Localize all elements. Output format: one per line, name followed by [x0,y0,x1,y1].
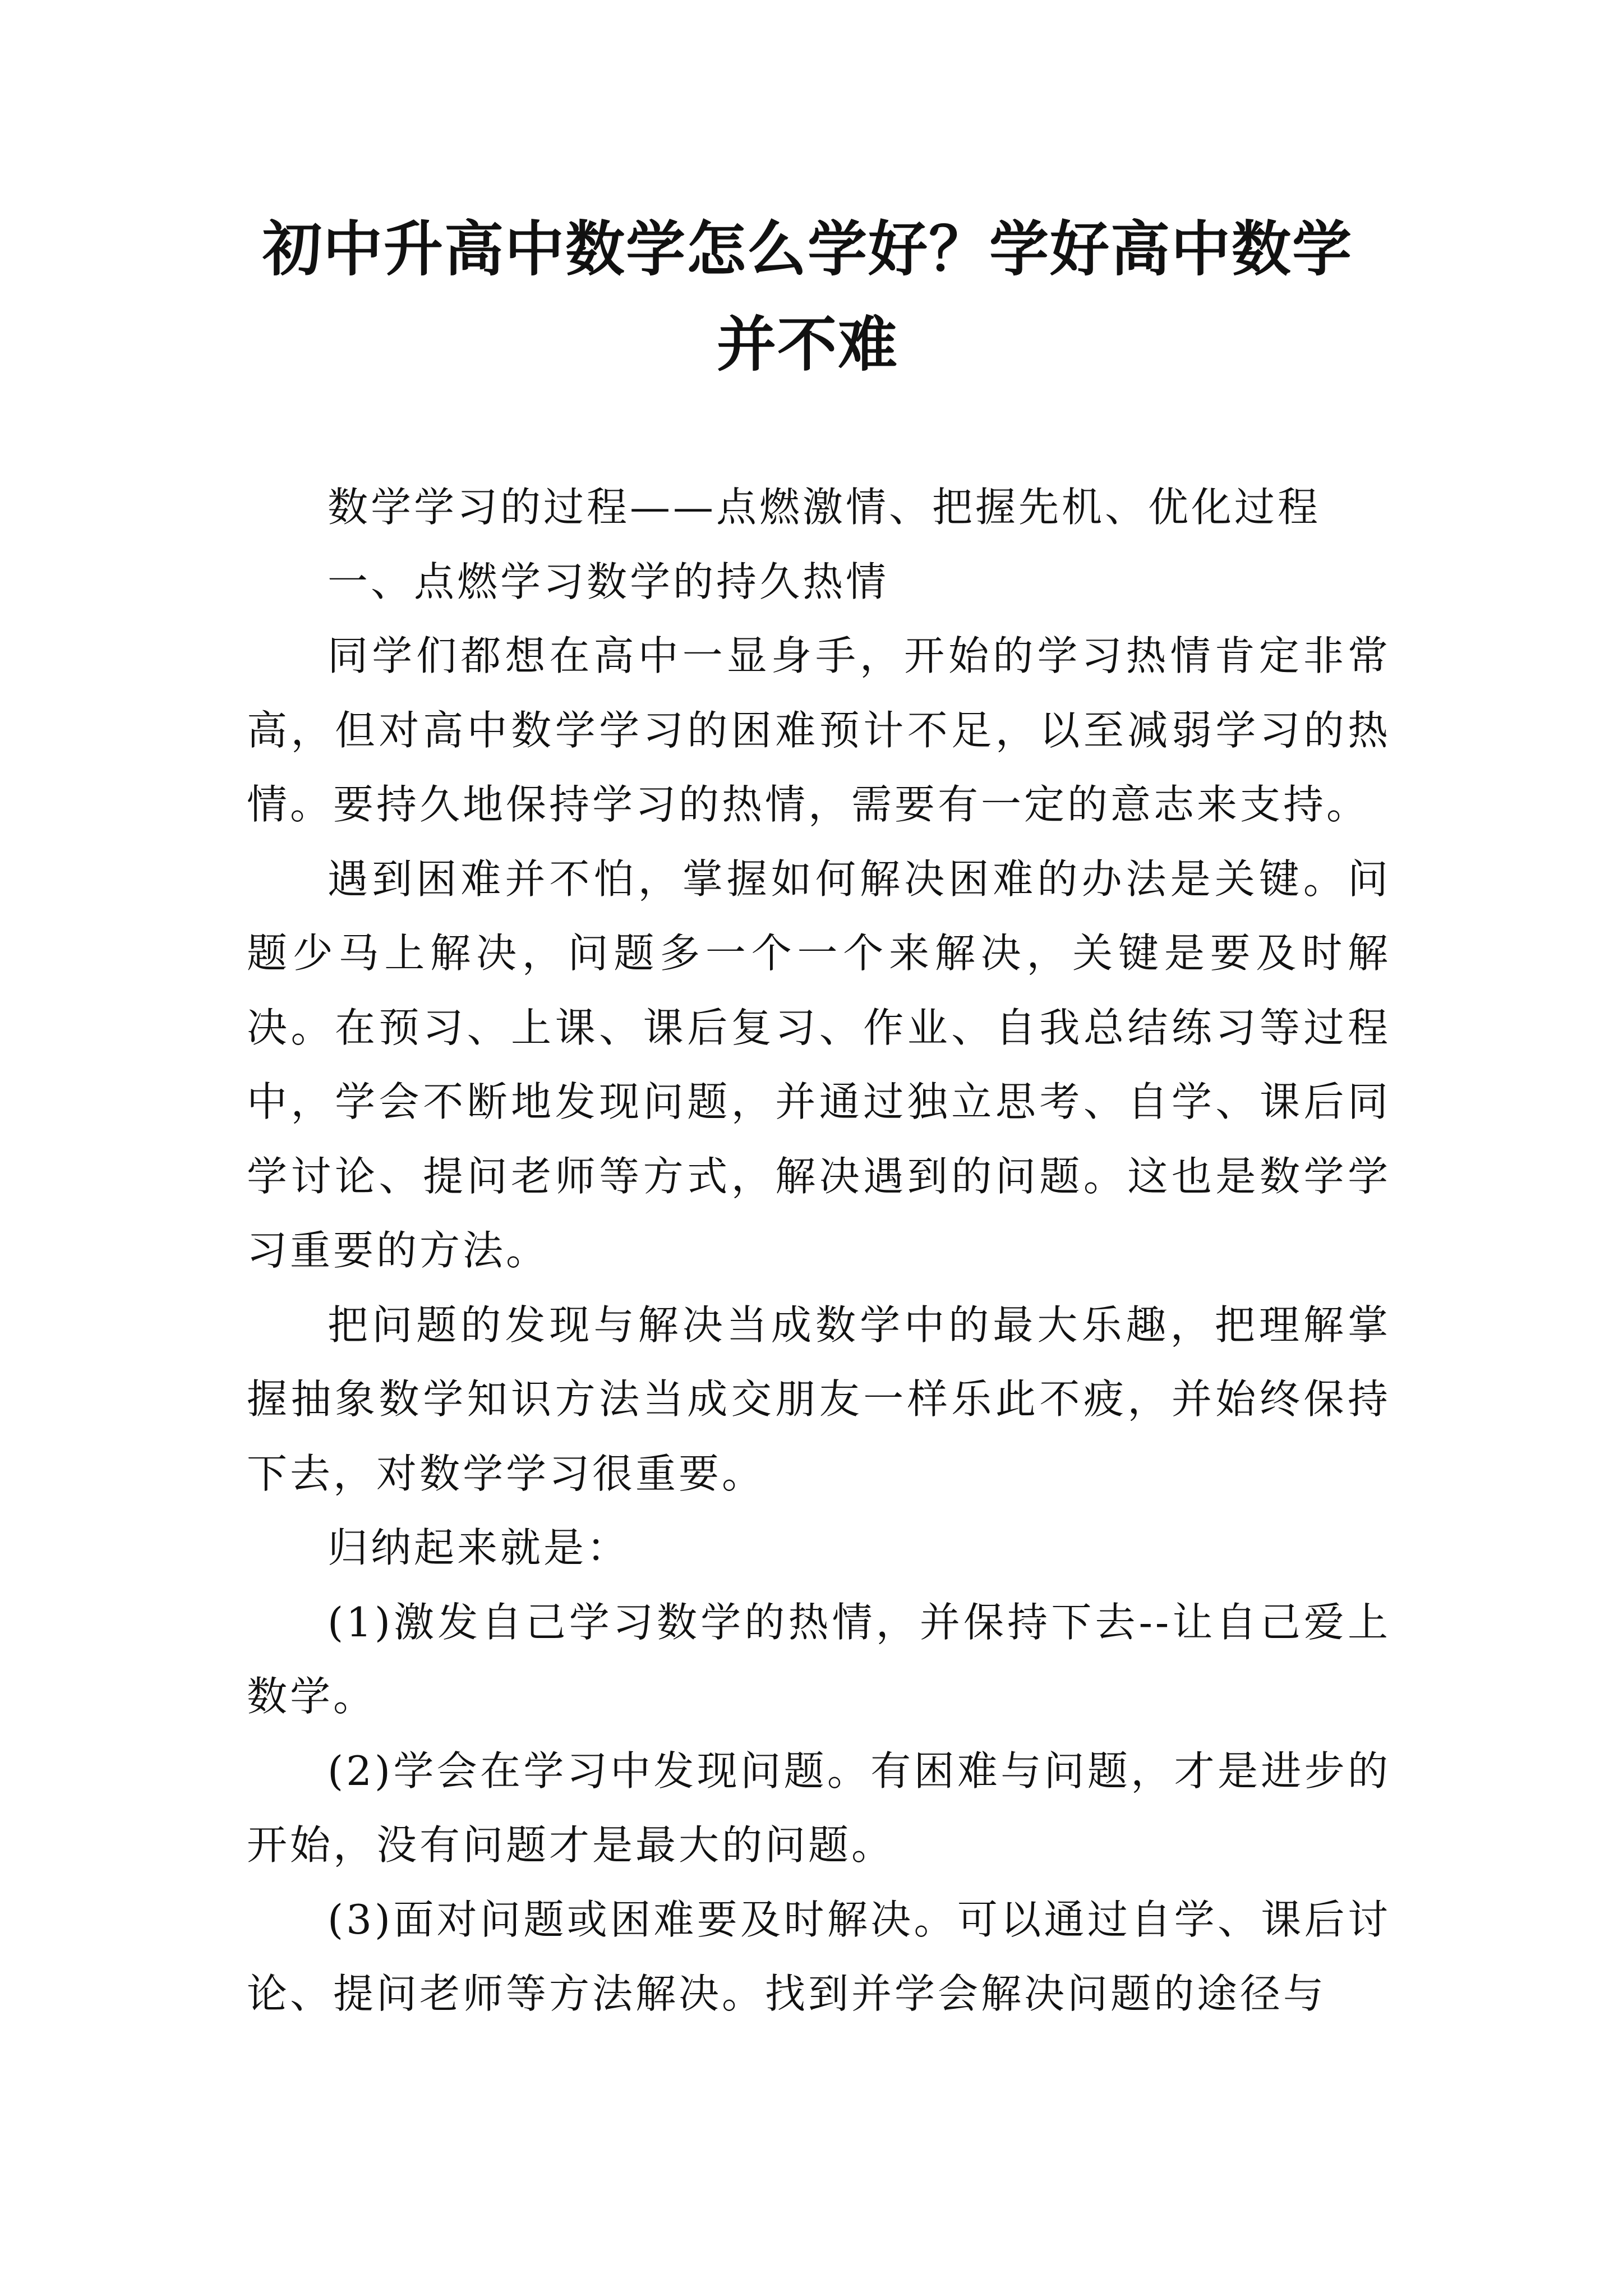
document-title [247,202,1368,393]
list-item: (1)激发自己学习数学的热情，并保持下去--让自己爱上数学。 [247,1598,1391,1720]
list-item: (2)学会在学习中发现问题。有困难与问题，才是进步的开始，没有问题才是最大的问题。 [247,1747,1391,1869]
title-line-2: 并不难 [717,310,898,379]
paragraph-summary-intro: 归纳起来就是： [328,1524,630,1571]
paragraph-section-heading: 一、点燃学习数学的持久热情 [328,558,889,605]
paragraph: 遇到困难并不怕，掌握如何解决困难的办法是关键。问题少马上解决，问题多一个一个来解决，关键是要及时解决。在预习、上课、课后复习、作业、自我总结练习等过程中，学会不断地发现问题，并通过独立思考、自学、课后同学讨论、提问老师等方式，解决遇到的问题。这也是数学学习重要的方法。 [247,855,1391,1274]
document-body [247,470,1391,2031]
list-item: (3)面对问题或困难要及时解决。可以通过自学、课后讨论、提问老师等方法解决。找到并学会解决问题的途径与 [247,1895,1391,2017]
paragraph: 把问题的发现与解决当成数学中的最大乐趣，把理解掌握抽象数学知识方法当成交朋友一样乐此不疲，并始终保持下去，对数学学习很重要。 [247,1301,1391,1497]
paragraph: 同学们都想在高中一显身手，开始的学习热情肯定非常高，但对高中数学学习的困难预计不足，以至减弱学习的热情。要持久地保持学习的热情，需要有一定的意志来支持。 [247,632,1391,828]
paragraph-subtitle: 数学学习的过程——点燃激情、把握先机、优化过程 [328,484,1321,531]
title-line-1: 初中升高中数学怎么学好？学好高中数学 [262,215,1353,284]
